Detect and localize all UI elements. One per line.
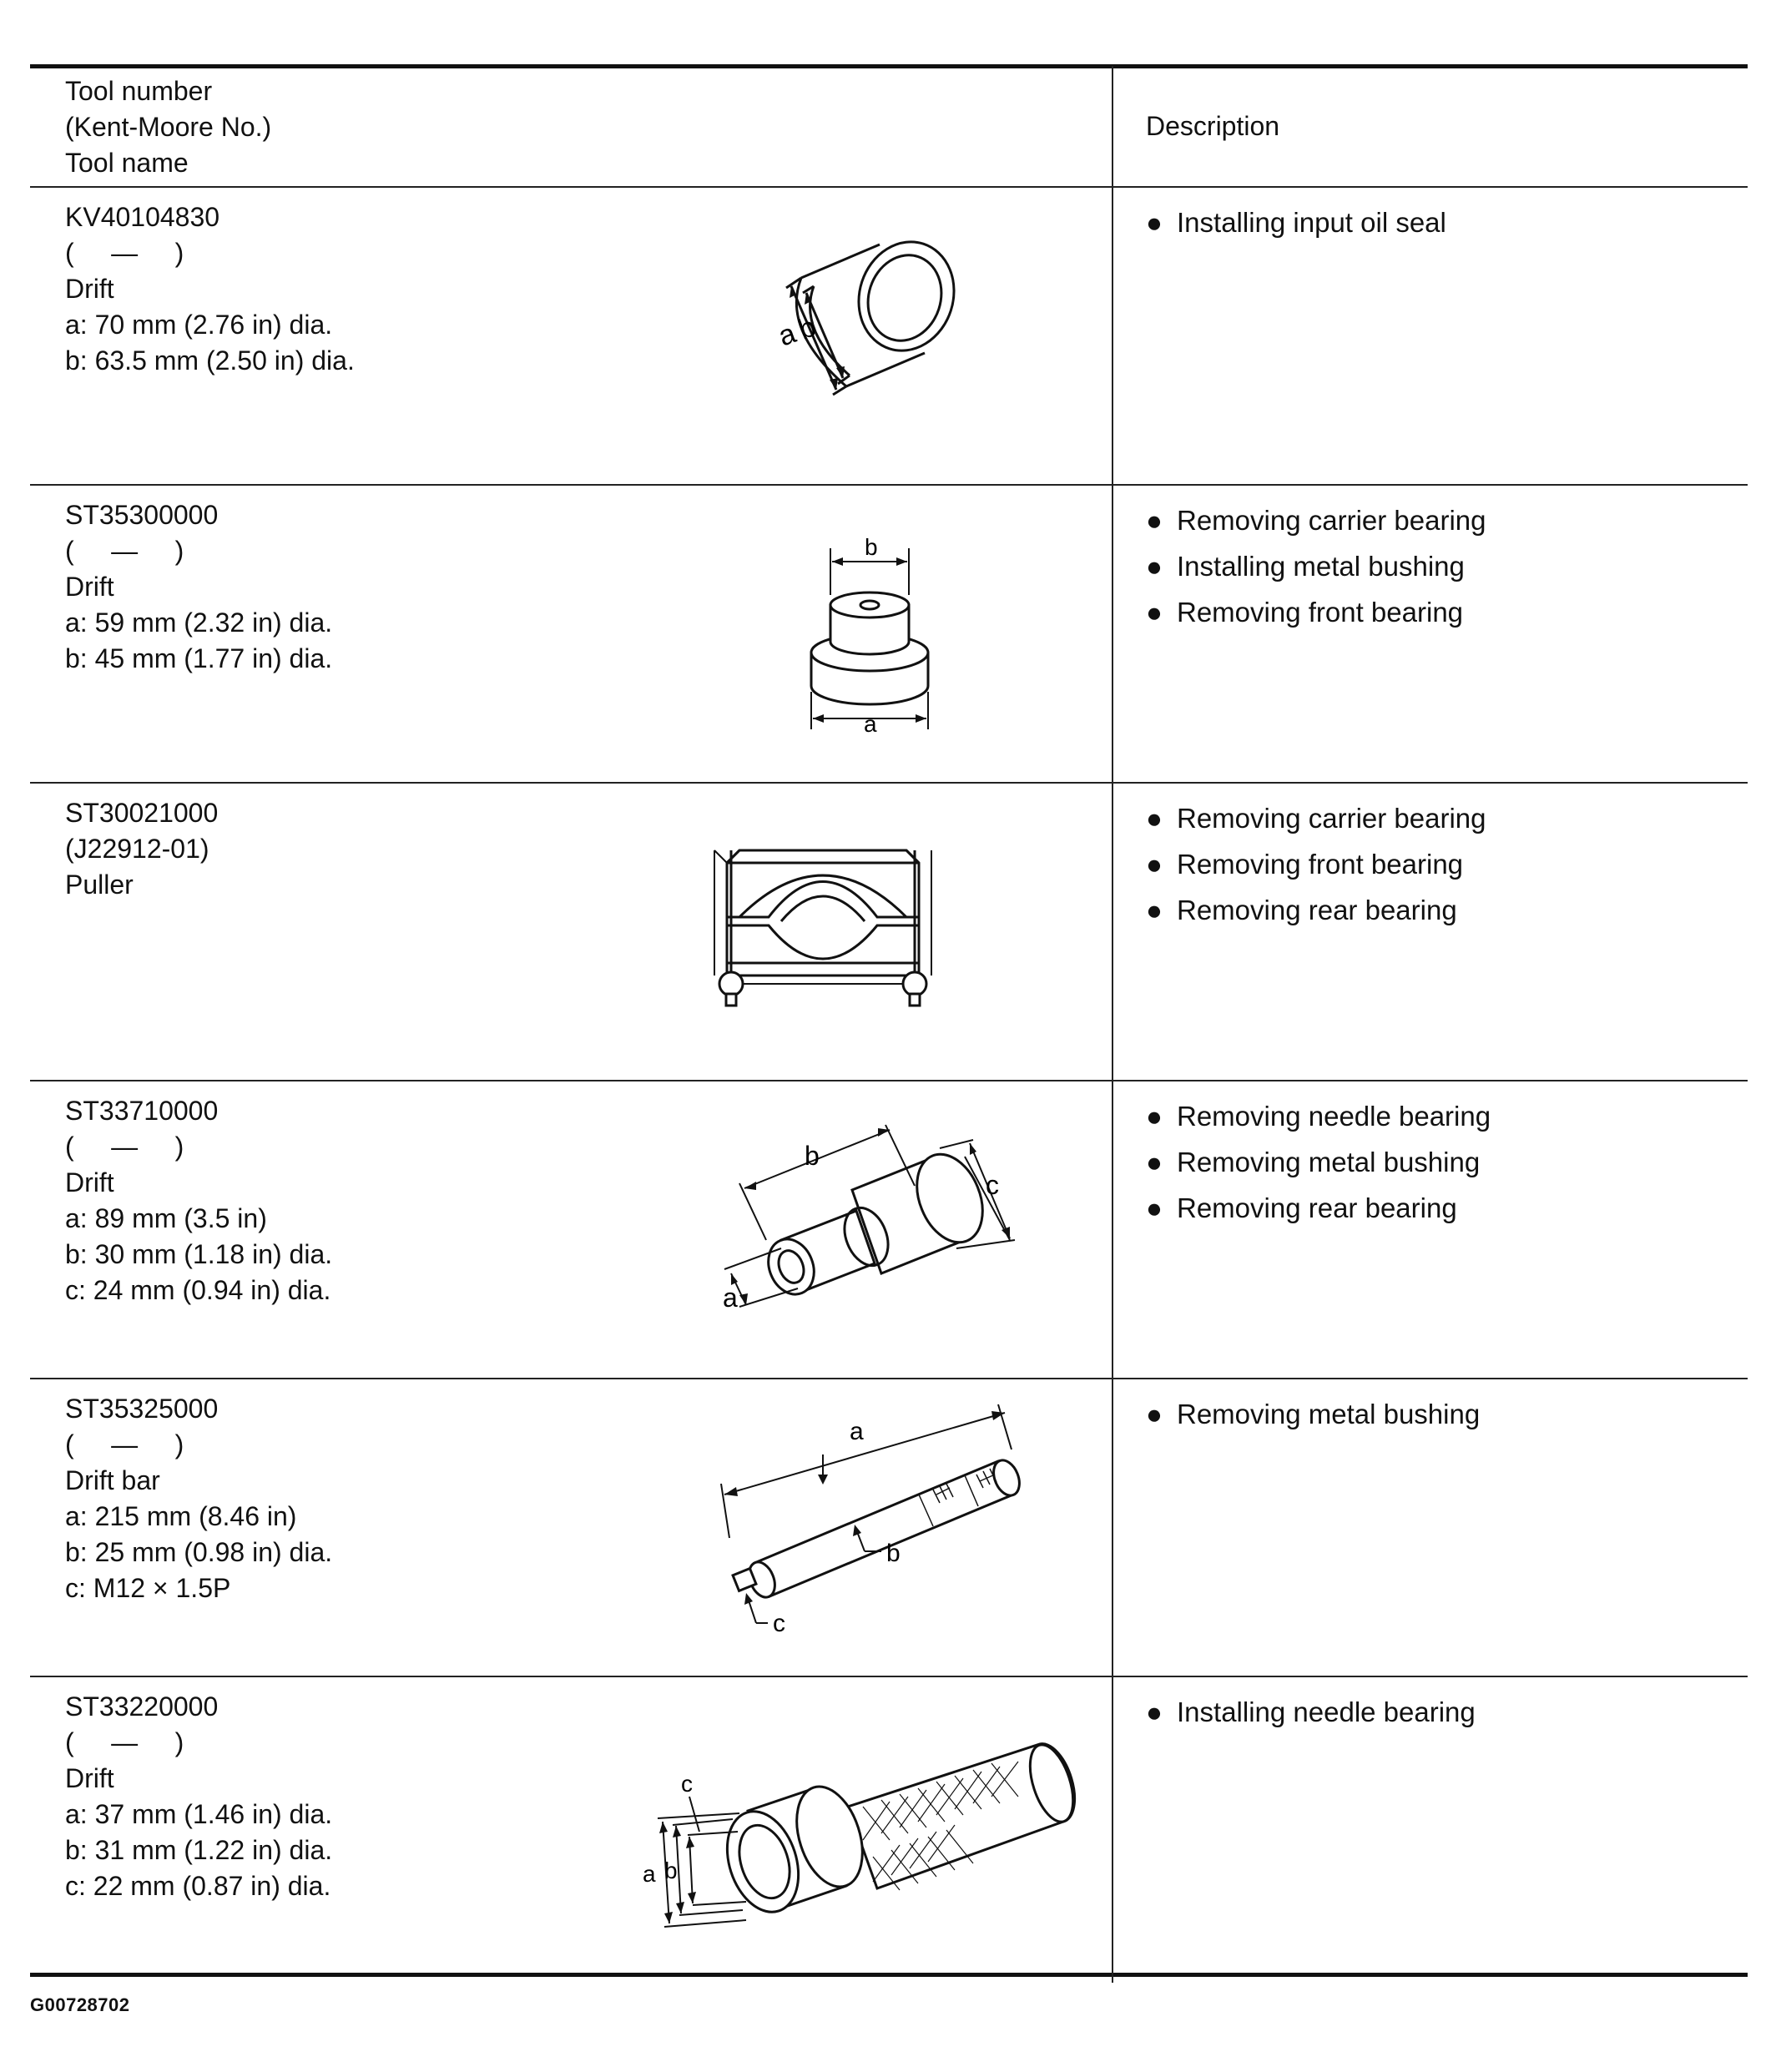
tool-spec: b: 63.5 mm (2.50 in) dia. bbox=[65, 345, 355, 376]
dimension-label-b: b bbox=[794, 310, 820, 346]
bullet-icon: ● bbox=[1146, 849, 1163, 880]
tool-row bbox=[30, 188, 1748, 486]
tool-spec: a: 215 mm (8.46 in) bbox=[65, 1501, 297, 1531]
tool-spec: a: 37 mm (1.46 in) dia. bbox=[65, 1799, 333, 1829]
description-item: ● Removing needle bearing bbox=[1146, 1093, 1491, 1139]
kent-moore-number: ( — ) bbox=[65, 1132, 184, 1162]
kent-moore-number: ( — ) bbox=[65, 1429, 184, 1459]
tool-spec: b: 30 mm (1.18 in) dia. bbox=[65, 1239, 333, 1269]
tool-spec: b: 45 mm (1.77 in) dia. bbox=[65, 643, 333, 673]
tool-spec: a: 59 mm (2.32 in) dia. bbox=[65, 607, 333, 638]
tool-number: ST30021000 bbox=[65, 798, 219, 828]
header-line: (Kent-Moore No.) bbox=[65, 112, 272, 142]
tool-name: Drift bbox=[65, 572, 114, 602]
description-item: ● Removing carrier bearing bbox=[1146, 795, 1486, 841]
description-item: ● Removing front bearing bbox=[1146, 589, 1486, 635]
tool-name: Drift bbox=[65, 274, 114, 304]
description-list bbox=[1146, 497, 1486, 635]
dimension-label-a: a bbox=[643, 1861, 656, 1887]
dimension-label-c: c bbox=[681, 1771, 693, 1797]
header-description-column: Description bbox=[1146, 111, 1280, 141]
description-item: ● Removing front bearing bbox=[1146, 841, 1486, 887]
tool-row bbox=[30, 1379, 1748, 1677]
description-item: ● Installing input oil seal bbox=[1146, 199, 1446, 245]
table-top-rule bbox=[30, 64, 1748, 68]
tool-number: ST35325000 bbox=[65, 1394, 219, 1424]
tool-info bbox=[65, 199, 355, 379]
kent-moore-number: ( — ) bbox=[65, 536, 184, 566]
tool-spec: c: 24 mm (0.94 in) dia. bbox=[65, 1275, 331, 1305]
tool-info bbox=[65, 497, 332, 677]
header-line: Tool number bbox=[65, 76, 213, 106]
tool-name: Drift bbox=[65, 1167, 114, 1197]
dimension-label-b: b bbox=[664, 1858, 678, 1883]
bullet-icon: ● bbox=[1146, 1192, 1163, 1223]
tool-spec: c: 22 mm (0.87 in) dia. bbox=[65, 1871, 331, 1901]
dimension-label-b: b bbox=[886, 1540, 901, 1567]
description-item: ● Installing metal bushing bbox=[1146, 543, 1486, 589]
pilot-drift-drawing bbox=[689, 1115, 1040, 1349]
dimension-label-c: c bbox=[773, 1610, 785, 1637]
tool-name: Drift bbox=[65, 1763, 114, 1793]
tool-spec: c: M12 × 1.5P bbox=[65, 1573, 231, 1603]
tool-row bbox=[30, 784, 1748, 1081]
tool-number: ST33710000 bbox=[65, 1096, 219, 1126]
kent-moore-number: ( — ) bbox=[65, 1727, 184, 1757]
figure-code: G00728702 bbox=[30, 1994, 130, 2015]
tool-info bbox=[65, 1391, 332, 1606]
bullet-icon: ● bbox=[1146, 1147, 1163, 1177]
puller-drawing bbox=[689, 817, 956, 1017]
description-list bbox=[1146, 199, 1446, 245]
bullet-icon: ● bbox=[1146, 551, 1163, 582]
tool-name: Drift bar bbox=[65, 1465, 160, 1495]
needle-bearing-drift-drawing bbox=[639, 1715, 1090, 1957]
tool-spec: a: 70 mm (2.76 in) dia. bbox=[65, 310, 333, 340]
tool-spec: a: 89 mm (3.5 in) bbox=[65, 1203, 267, 1233]
tool-row bbox=[30, 486, 1748, 784]
drift-oil-seal-drawing bbox=[731, 229, 981, 413]
tool-number: KV40104830 bbox=[65, 202, 220, 232]
dimension-label-a: a bbox=[864, 711, 877, 737]
description-item: ● Removing rear bearing bbox=[1146, 887, 1486, 933]
stepped-drift-drawing bbox=[764, 534, 965, 737]
tool-info bbox=[65, 1093, 332, 1308]
tool-row bbox=[30, 1677, 1748, 1975]
dimension-label-a: a bbox=[850, 1418, 864, 1445]
description-item: ● Removing metal bushing bbox=[1146, 1139, 1491, 1185]
tool-info bbox=[65, 1689, 332, 1904]
description-list bbox=[1146, 1093, 1491, 1231]
drift-bar-drawing bbox=[689, 1404, 1065, 1646]
bullet-icon: ● bbox=[1146, 1399, 1163, 1429]
dimension-label-c: c bbox=[986, 1170, 999, 1200]
description-item: ● Removing carrier bearing bbox=[1146, 497, 1486, 543]
description-item: ● Removing metal bushing bbox=[1146, 1391, 1480, 1437]
tool-spec: b: 25 mm (0.98 in) dia. bbox=[65, 1537, 333, 1567]
bullet-icon: ● bbox=[1146, 1696, 1163, 1727]
bullet-icon: ● bbox=[1146, 505, 1163, 536]
bullet-icon: ● bbox=[1146, 207, 1163, 238]
description-list bbox=[1146, 795, 1486, 933]
dimension-label-a: a bbox=[774, 317, 800, 353]
dimension-label-b: b bbox=[805, 1141, 820, 1171]
bullet-icon: ● bbox=[1146, 803, 1163, 834]
bullet-icon: ● bbox=[1146, 895, 1163, 925]
tool-number: ST33220000 bbox=[65, 1691, 219, 1722]
description-item: ● Removing rear bearing bbox=[1146, 1185, 1491, 1231]
bullet-icon: ● bbox=[1146, 597, 1163, 628]
tool-name: Puller bbox=[65, 870, 134, 900]
dimension-label-a: a bbox=[723, 1283, 738, 1313]
tool-row bbox=[30, 1081, 1748, 1379]
description-list bbox=[1146, 1689, 1476, 1735]
bullet-icon: ● bbox=[1146, 1101, 1163, 1132]
description-item: ● Installing needle bearing bbox=[1146, 1689, 1476, 1735]
header-line: Tool name bbox=[65, 148, 189, 178]
header-tool-column bbox=[65, 73, 271, 181]
tool-spec: b: 31 mm (1.22 in) dia. bbox=[65, 1835, 333, 1865]
tool-info bbox=[65, 795, 218, 903]
description-list bbox=[1146, 1391, 1480, 1437]
kent-moore-number: (J22912-01) bbox=[65, 834, 209, 864]
tool-number: ST35300000 bbox=[65, 500, 219, 530]
kent-moore-number: ( — ) bbox=[65, 238, 184, 268]
dimension-label-b: b bbox=[865, 534, 878, 560]
